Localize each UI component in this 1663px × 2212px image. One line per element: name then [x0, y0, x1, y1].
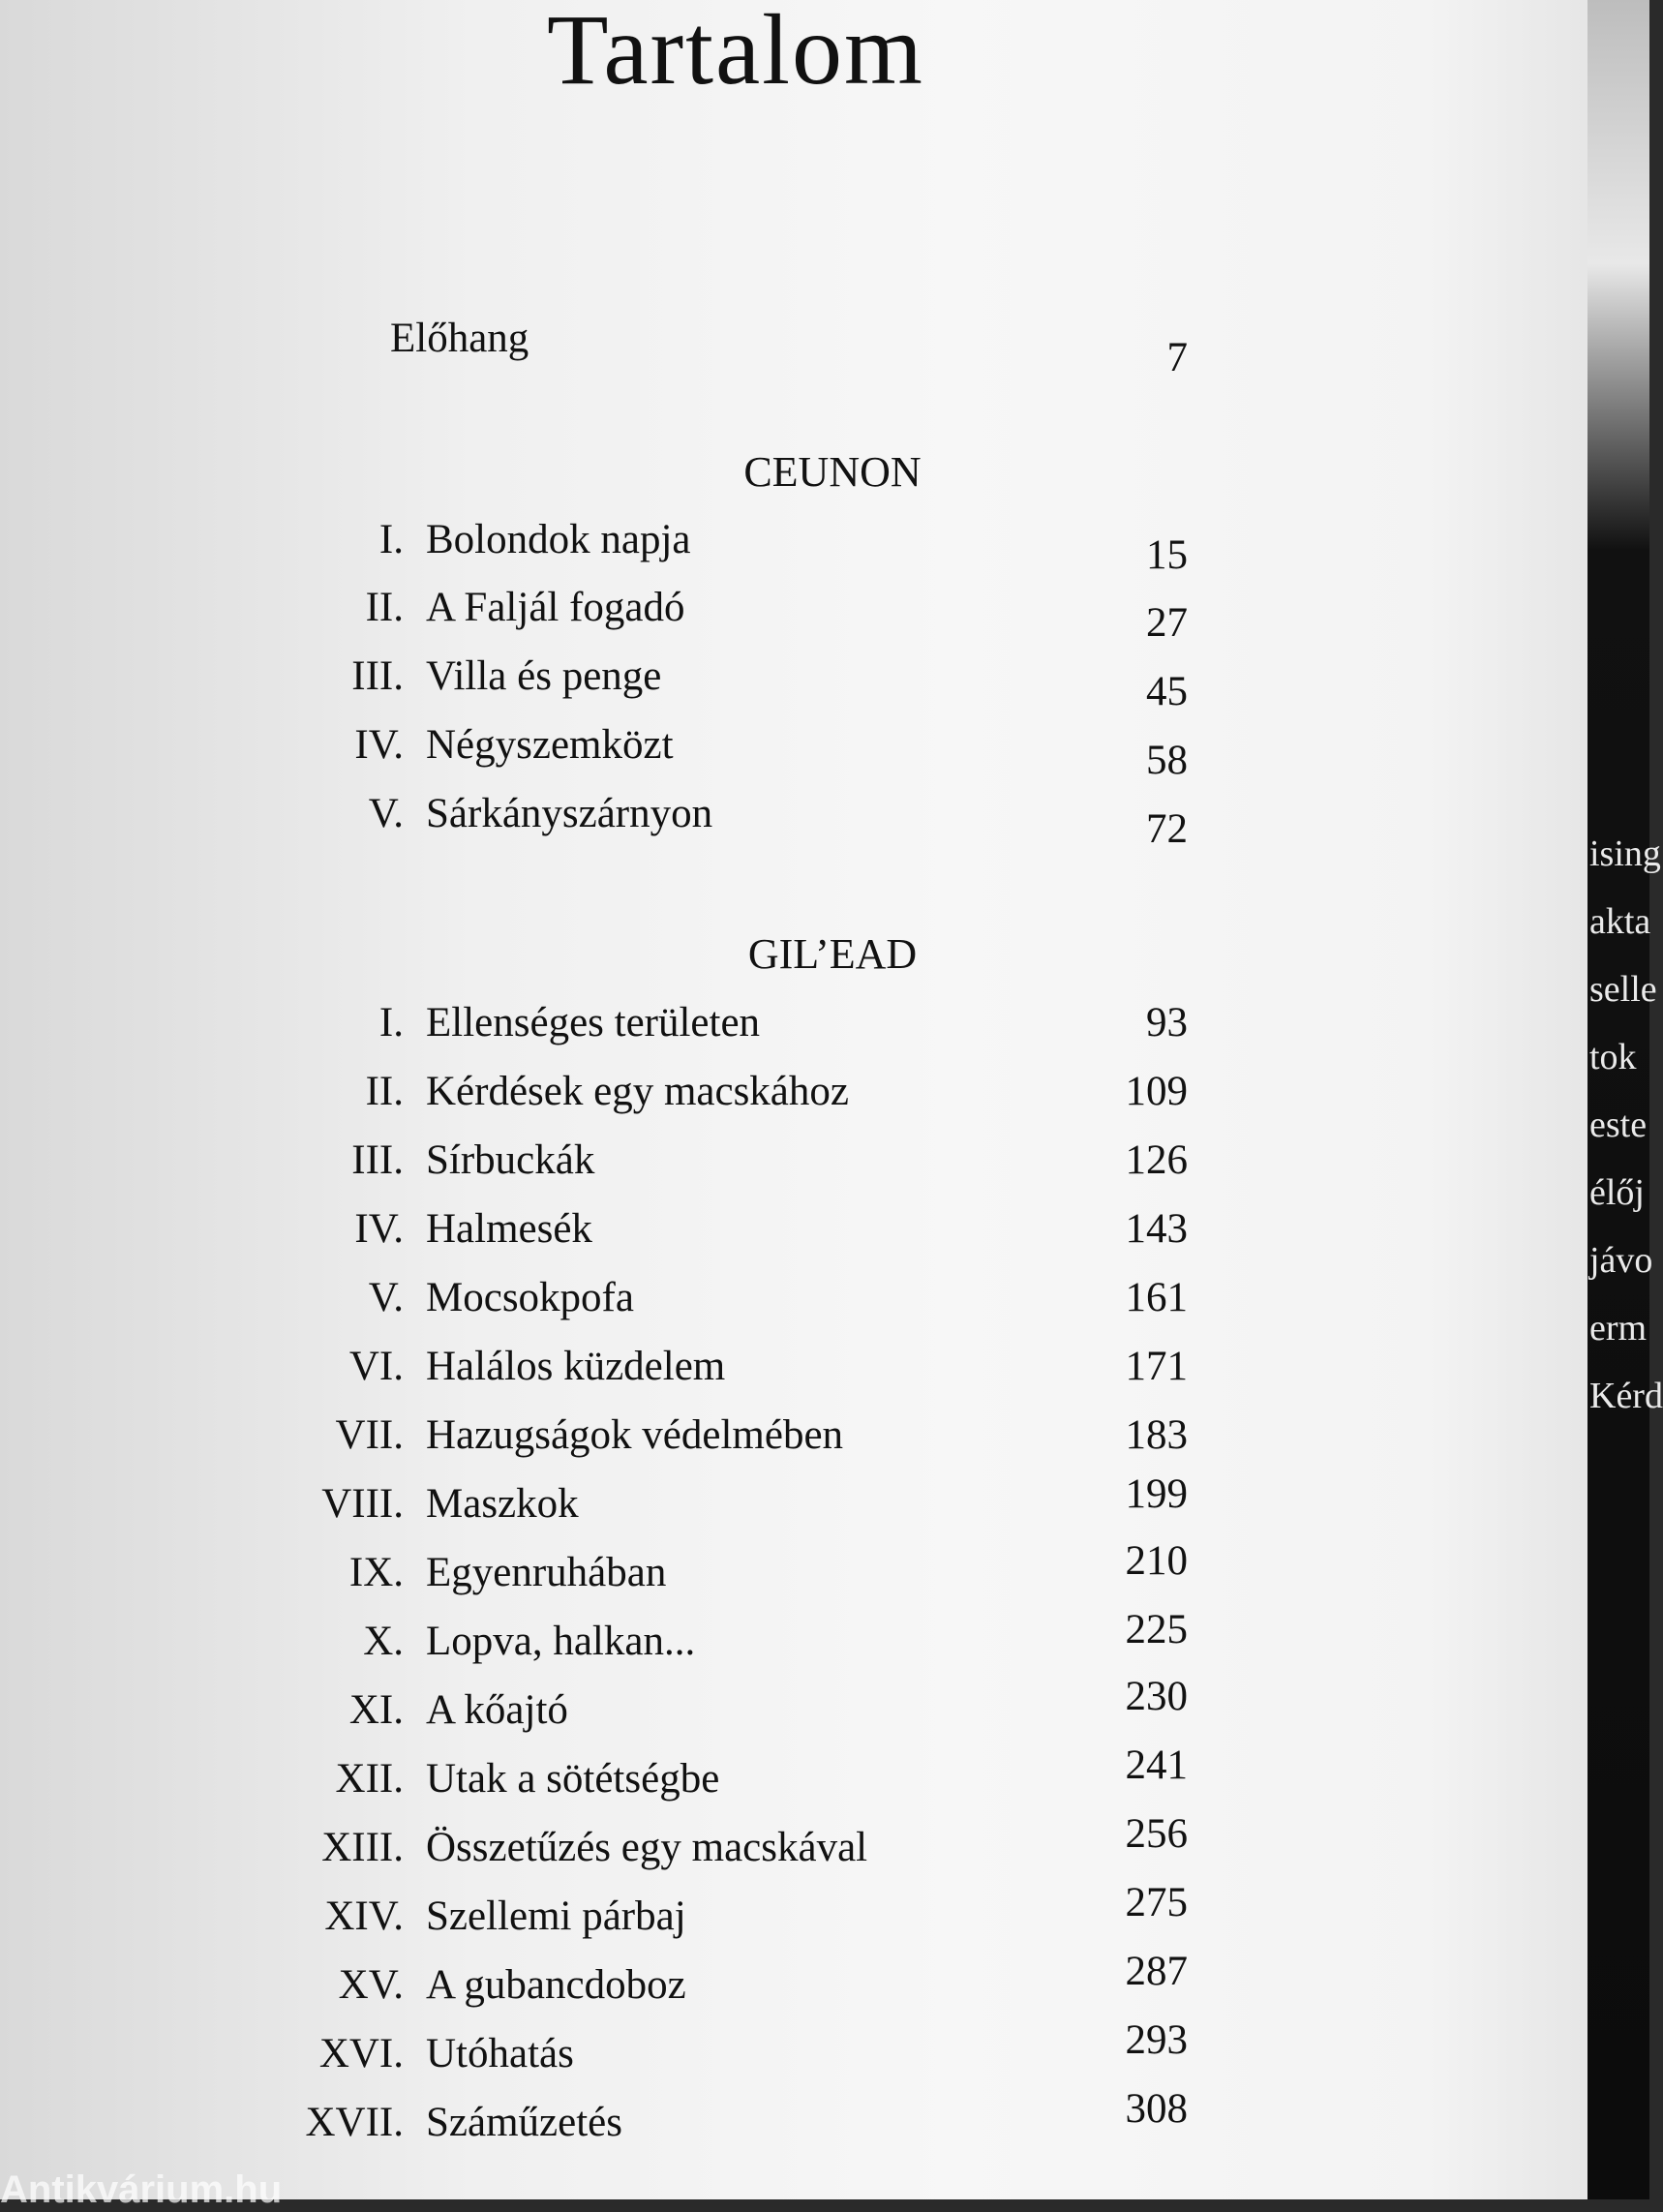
chapter-row	[0, 999, 1188, 1057]
chapter-page: 225	[1125, 1607, 1188, 1652]
chapter-row	[0, 1811, 1188, 1882]
chapter-number: III.	[351, 1137, 404, 1183]
chapter-number: IV.	[354, 722, 404, 768]
chapter-title: Négyszemközt	[426, 722, 674, 768]
chapter-row	[0, 1136, 1188, 1195]
chapter-row	[0, 584, 1188, 646]
chapter-title: Villa és penge	[426, 653, 662, 699]
chapter-title: Hazugságok védelmében	[426, 1412, 844, 1458]
watermark: Antikvárium.hu	[0, 2168, 283, 2211]
chapter-row	[0, 2086, 1188, 2157]
part-heading-ceunon: CEUNON	[743, 448, 922, 496]
chapter-number: XVI.	[318, 2031, 404, 2076]
chapter-title: Sárkányszárnyon	[426, 791, 713, 836]
chapter-number: II.	[365, 585, 404, 630]
chapter-number: XII.	[335, 1756, 404, 1802]
chapter-page: 230	[1125, 1674, 1188, 1719]
chapter-number: I.	[378, 1000, 404, 1045]
chapter-title: A Faljál fogadó	[426, 585, 685, 630]
chapter-row	[0, 1880, 1188, 1951]
chapter-title: Halálos küzdelem	[426, 1344, 726, 1389]
chapter-number: XV.	[338, 1962, 404, 2008]
chapter-number: I.	[378, 517, 404, 562]
chapter-page: 199	[1125, 1471, 1188, 1517]
chapter-page: 210	[1125, 1538, 1188, 1584]
chapter-row	[0, 2017, 1188, 2088]
chapter-row	[0, 1343, 1188, 1401]
adjacent-text-fragment: tok	[1589, 1037, 1637, 1077]
preface-title: Előhang	[390, 316, 529, 361]
chapter-title: Halmesék	[426, 1206, 592, 1252]
chapter-row	[0, 1674, 1188, 1744]
chapter-title: Kérdések egy macskához	[426, 1069, 849, 1114]
chapter-number: VI.	[348, 1344, 404, 1389]
chapter-row	[0, 1205, 1188, 1263]
chapter-number: V.	[368, 791, 404, 836]
chapter-page: 58	[1146, 738, 1188, 783]
chapter-number: XIII.	[321, 1825, 404, 1870]
chapter-row	[0, 790, 1188, 852]
chapter-page: 183	[1125, 1412, 1188, 1458]
adjacent-text-fragment: ising	[1589, 833, 1661, 874]
adjacent-text-fragment: este	[1589, 1105, 1648, 1145]
chapter-row	[0, 1742, 1188, 1813]
chapter-number: V.	[368, 1275, 404, 1320]
chapter-row	[0, 1949, 1188, 2019]
chapter-page: 293	[1125, 2017, 1188, 2063]
adjacent-text-fragment: jávo	[1589, 1240, 1653, 1281]
adjacent-text-fragment: selle	[1589, 969, 1657, 1010]
adjacent-text-fragment: Kérd	[1589, 1376, 1663, 1416]
chapter-number: IV.	[354, 1206, 404, 1252]
chapter-number: XIV.	[324, 1894, 404, 1939]
chapter-page: 126	[1125, 1137, 1188, 1183]
chapter-row	[0, 1538, 1188, 1607]
chapter-number: XI.	[348, 1687, 404, 1733]
chapter-page: 93	[1146, 1000, 1188, 1045]
chapter-page: 27	[1146, 600, 1188, 646]
chapter-title: Összetűzés egy macskával	[426, 1825, 868, 1870]
chapter-page: 45	[1146, 669, 1188, 714]
page-title: Tartalom	[547, 0, 924, 106]
chapter-row	[0, 1411, 1188, 1470]
adjacent-page	[1587, 0, 1649, 2199]
chapter-page: 275	[1125, 1880, 1188, 1925]
chapter-page: 287	[1125, 1949, 1188, 1994]
chapter-page: 308	[1125, 2086, 1188, 2132]
chapter-title: Ellenséges területen	[426, 1000, 761, 1045]
preface-row	[0, 315, 1188, 380]
adjacent-text-fragment: élőj	[1589, 1172, 1645, 1213]
chapter-number: III.	[351, 653, 404, 699]
chapter-page: 161	[1125, 1275, 1188, 1320]
chapter-page: 15	[1146, 532, 1188, 578]
chapter-title: A kőajtó	[426, 1687, 568, 1733]
chapter-title: Sírbuckák	[426, 1137, 595, 1183]
chapter-title: Bolondok napja	[426, 517, 691, 562]
chapter-row	[0, 1471, 1188, 1538]
chapter-title: Utak a sötétségbe	[426, 1756, 720, 1802]
chapter-page: 171	[1125, 1344, 1188, 1389]
chapter-page: 256	[1125, 1811, 1188, 1857]
chapter-title: Egyenruhában	[426, 1550, 667, 1595]
adjacent-text-fragment: akta	[1589, 901, 1651, 942]
chapter-title: Mocsokpofa	[426, 1275, 634, 1320]
chapter-number: XVII.	[305, 2100, 404, 2145]
chapter-number: VII.	[335, 1412, 404, 1458]
chapter-title: Lopva, halkan...	[426, 1619, 696, 1664]
chapter-title: Utóhatás	[426, 2031, 574, 2076]
preface-page: 7	[1166, 335, 1188, 380]
chapter-number: II.	[365, 1069, 404, 1114]
chapter-title: A gubancdoboz	[426, 1962, 686, 2008]
chapter-title: Száműzetés	[426, 2100, 622, 2145]
chapter-row	[0, 652, 1188, 714]
chapter-row	[0, 721, 1188, 783]
chapter-row	[0, 516, 1188, 578]
chapter-number: VIII.	[321, 1481, 404, 1527]
chapter-page: 143	[1125, 1206, 1188, 1252]
adjacent-text-fragment: erm	[1589, 1308, 1648, 1348]
chapter-number: IX.	[348, 1550, 404, 1595]
chapter-number: X.	[363, 1619, 404, 1664]
chapter-row	[0, 1607, 1188, 1676]
chapter-title: Maszkok	[426, 1481, 579, 1527]
part-heading-gilead: GIL’EAD	[747, 930, 918, 978]
chapter-row	[0, 1274, 1188, 1332]
chapter-title: Szellemi párbaj	[426, 1894, 686, 1939]
chapter-row	[0, 1068, 1188, 1126]
chapter-page: 109	[1125, 1069, 1188, 1114]
chapter-page: 241	[1125, 1742, 1188, 1788]
chapter-page: 72	[1146, 806, 1188, 852]
